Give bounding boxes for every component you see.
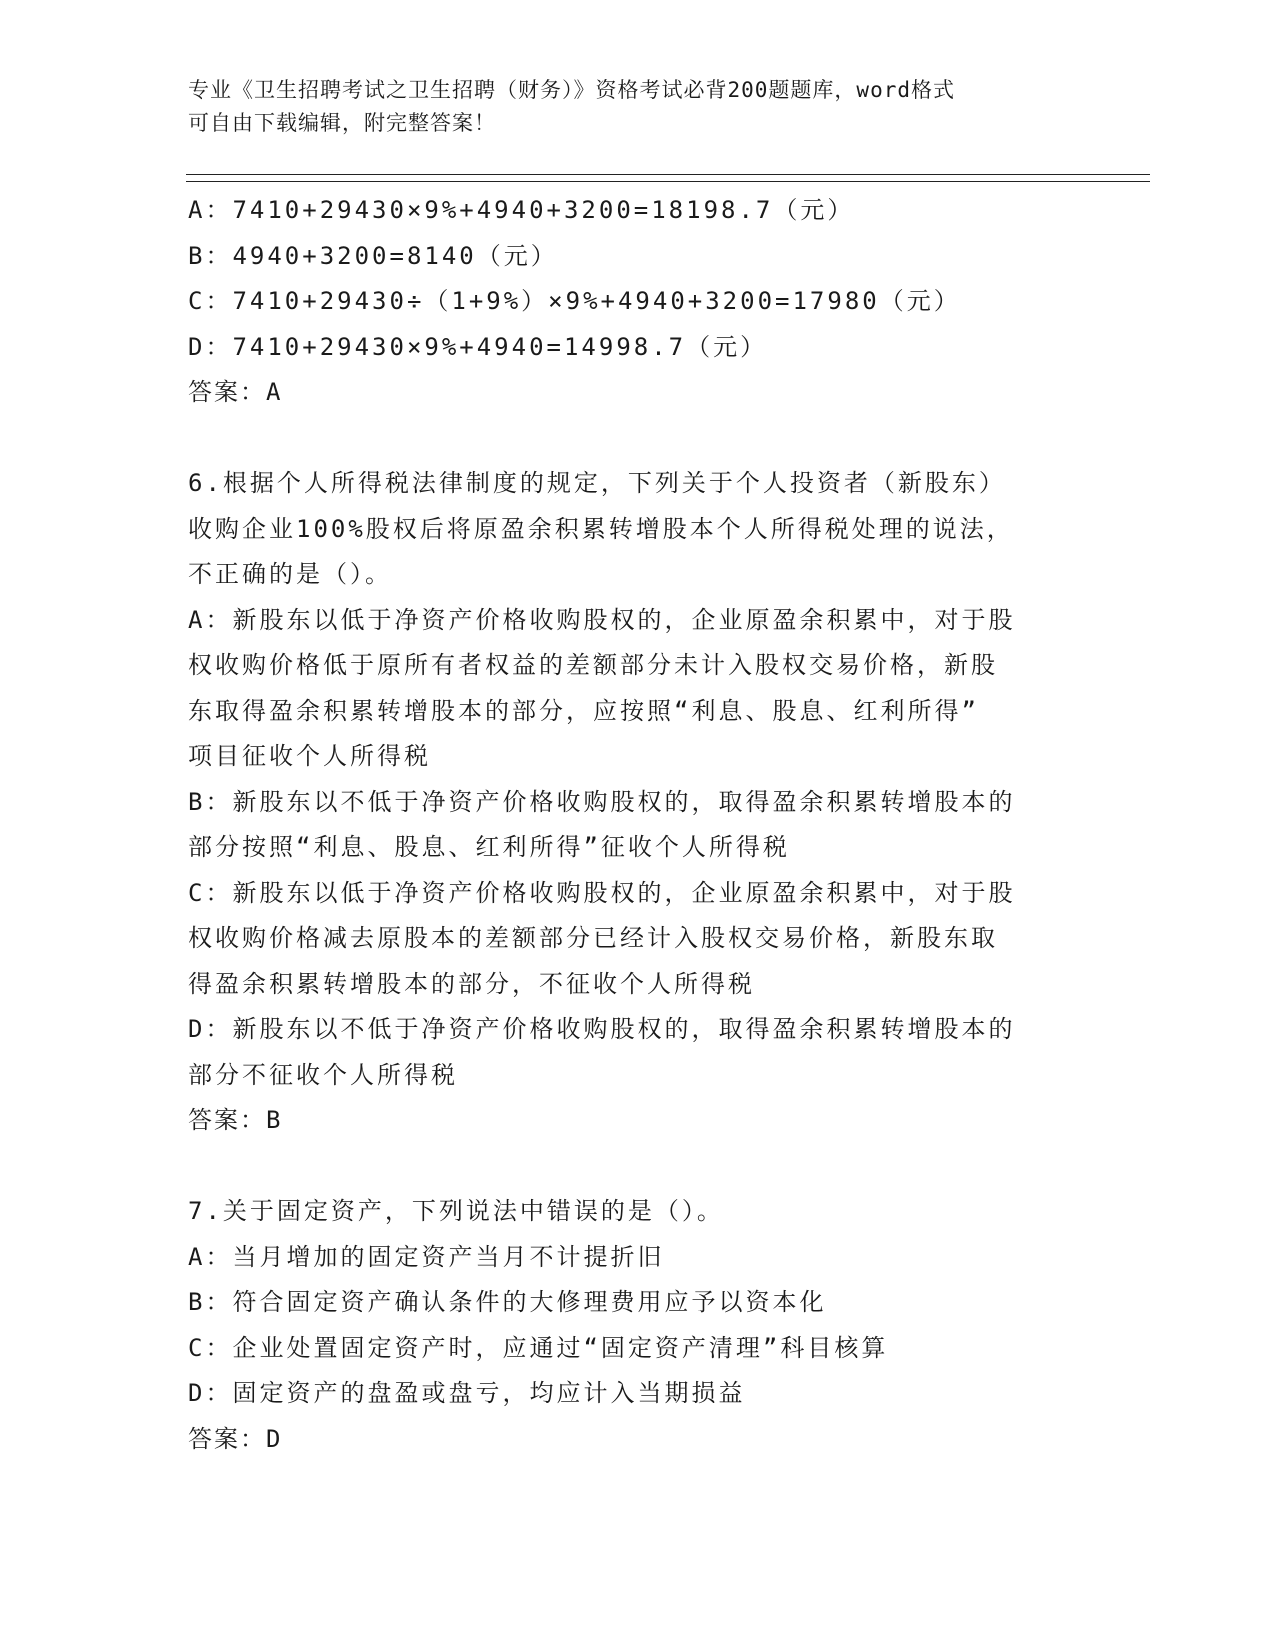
q6-option-a-line-3: 东取得盈余积累转增股本的部分，应按照“利息、股息、红利所得” [188,696,979,725]
q6-option-d-line-1: D：新股东以不低于净资产价格收购股权的，取得盈余积累转增股本的 [188,1015,1016,1043]
q7-answer: 答案：D [188,1424,283,1453]
header-divider-bottom [186,181,1150,182]
q5-answer: 答案：A [188,378,283,406]
q6-answer: 答案：B [188,1106,283,1134]
question-content [188,188,1088,1462]
question-5-options [188,188,1088,416]
q6-option-b-line-1: B：新股东以不低于净资产价格收购股权的，取得盈余积累转增股本的 [188,787,1016,816]
spacer [188,416,1088,462]
q6-stem-line-3: 不正确的是（）。 [188,560,392,588]
q5-option-a: A：7410+29430×9%+4940+3200=18198.7（元） [188,196,855,224]
question-6 [188,461,1088,1144]
q7-option-c: C：企业处置固定资产时，应通过“固定资产清理”科目核算 [188,1333,889,1362]
q7-option-d: D：固定资产的盘盈或盘亏，均应计入当期损益 [188,1379,746,1407]
q6-option-a-line-4: 项目征收个人所得税 [188,742,431,770]
document-header [188,74,1068,140]
q6-stem-line-2: 收购企业100%股权后将原盈余积累转增股本个人所得税处理的说法， [188,514,1014,543]
q6-option-c-line-3: 得盈余积累转增股本的部分，不征收个人所得税 [188,969,755,998]
header-line-1: 专业《卫生招聘考试之卫生招聘（财务）》资格考试必背200题题库，word格式 [188,78,955,102]
q7-option-a: A：当月增加的固定资产当月不计提折旧 [188,1242,665,1271]
q6-option-a-line-1: A：新股东以低于净资产价格收购股权的，企业原盈余积累中，对于股 [188,605,1016,634]
question-7 [188,1189,1088,1462]
q5-option-d: D：7410+29430×9%+4940=14998.7（元） [188,332,768,361]
q7-option-b: B：符合固定资产确认条件的大修理费用应予以资本化 [188,1288,827,1316]
q6-stem-line-1: 6.根据个人所得税法律制度的规定，下列关于个人投资者（新股东） [188,469,1006,497]
header-line-2: 可自由下载编辑，附完整答案！ [188,111,496,135]
q6-option-d-line-2: 部分不征收个人所得税 [188,1060,458,1089]
header-divider-top [186,174,1150,175]
spacer [188,1144,1088,1190]
q6-option-c-line-2: 权收购价格减去原股本的差额部分已经计入股权交易价格，新股东取 [188,924,998,952]
q5-option-c: C：7410+29430÷（1+9%）×9%+4940+3200=17980（元） [188,287,961,315]
q7-stem: 7.关于固定资产，下列说法中错误的是（）。 [188,1197,724,1225]
q6-option-a-line-2: 权收购价格低于原所有者权益的差额部分未计入股权交易价格，新股 [188,651,998,679]
q5-option-b: B：4940+3200=8140（元） [188,241,558,270]
q6-option-c-line-1: C：新股东以低于净资产价格收购股权的，企业原盈余积累中，对于股 [188,878,1016,907]
q6-option-b-line-2: 部分按照“利息、股息、红利所得”征收个人所得税 [188,833,790,861]
